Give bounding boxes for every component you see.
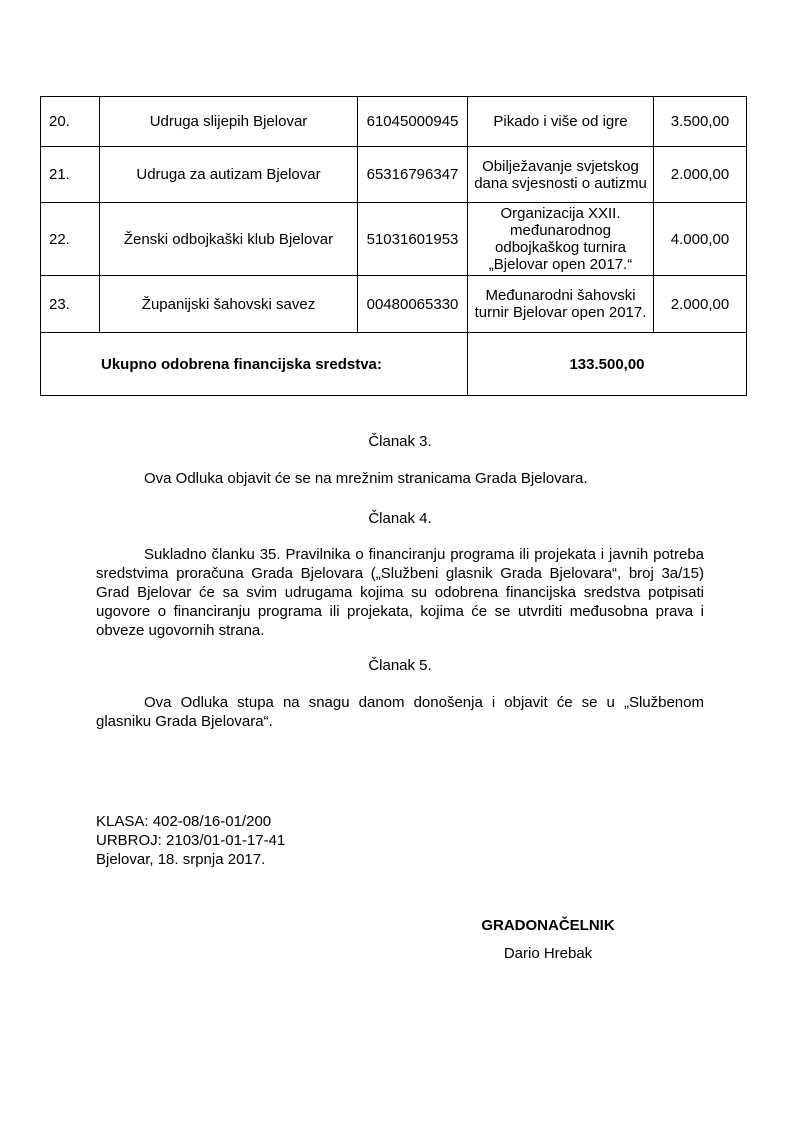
table-row (41, 97, 747, 147)
oib-number: 61045000945 (358, 97, 468, 147)
funding-table (40, 96, 747, 396)
row-number: 23. (41, 276, 100, 333)
row-number: 21. (41, 147, 100, 203)
oib-number: 00480065330 (358, 276, 468, 333)
amount: 2.000,00 (654, 147, 747, 203)
amount: 4.000,00 (654, 203, 747, 276)
project-name: Međunarodni šahovski turnir Bjelovar open 2017. (468, 276, 654, 333)
place-date: Bjelovar, 18. srpnja 2017. (96, 851, 266, 868)
amount: 2.000,00 (654, 276, 747, 333)
organization-name: Udruga slijepih Bjelovar (100, 97, 358, 147)
organization-name: Udruga za autizam Bjelovar (100, 147, 358, 203)
article-3-text: Ova Odluka objavit će se na mrežnim stranicama Grada Bjelovara. (144, 470, 588, 487)
total-label: Ukupno odobrena financijska sredstva: (41, 333, 468, 396)
article-3-heading: Članak 3. (368, 433, 432, 450)
project-name: Obilježavanje svjetskog dana svjesnosti o autizmu (468, 147, 654, 203)
amount: 3.500,00 (654, 97, 747, 147)
article-4-heading: Članak 4. (368, 510, 432, 527)
article-5-text: Ova Odluka stupa na snagu danom donošenja i objavit će se u „Službenom glasniku Grada Bjelovara“. (96, 694, 704, 730)
table-row (41, 276, 747, 333)
project-name: Pikado i više od igre (468, 97, 654, 147)
klasa: KLASA: 402-08/16-01/200 (96, 813, 272, 830)
total-row (41, 333, 747, 396)
table-row (41, 203, 747, 276)
row-number: 20. (41, 97, 100, 147)
oib-number: 51031601953 (358, 203, 468, 276)
signature-name: Dario Hrebak (503, 945, 593, 962)
urbroj: URBROJ: 2103/01-01-17-41 (96, 832, 286, 849)
organization-name: Županijski šahovski savez (100, 276, 358, 333)
project-name: Organizacija XXII. međunarodnog odbojkaškog turnira „Bjelovar open 2017.“ (468, 203, 654, 276)
organization-name: Ženski odbojkaški klub Bjelovar (100, 203, 358, 276)
row-number: 22. (41, 203, 100, 276)
table-row (41, 147, 747, 203)
total-value: 133.500,00 (468, 333, 747, 396)
signature-title: GRADONAČELNIK (481, 917, 615, 934)
article-4-text: Sukladno članku 35. Pravilnika o financiranju programa ili projekata i javnih potreba sredstvima proračuna Grada Bjelovara („Službeni glasnik Grada Bjelovara“, broj 3a/15) Grad Bjelovar će sa svim udrugama kojima su odobrena financijska sredstva potpisati ugovore o financiranju programa ili projekata, kojima će se utvrditi međusobna prava i obveze ugovornih strana. (96, 546, 704, 639)
article-5-heading: Članak 5. (368, 657, 432, 674)
oib-number: 65316796347 (358, 147, 468, 203)
